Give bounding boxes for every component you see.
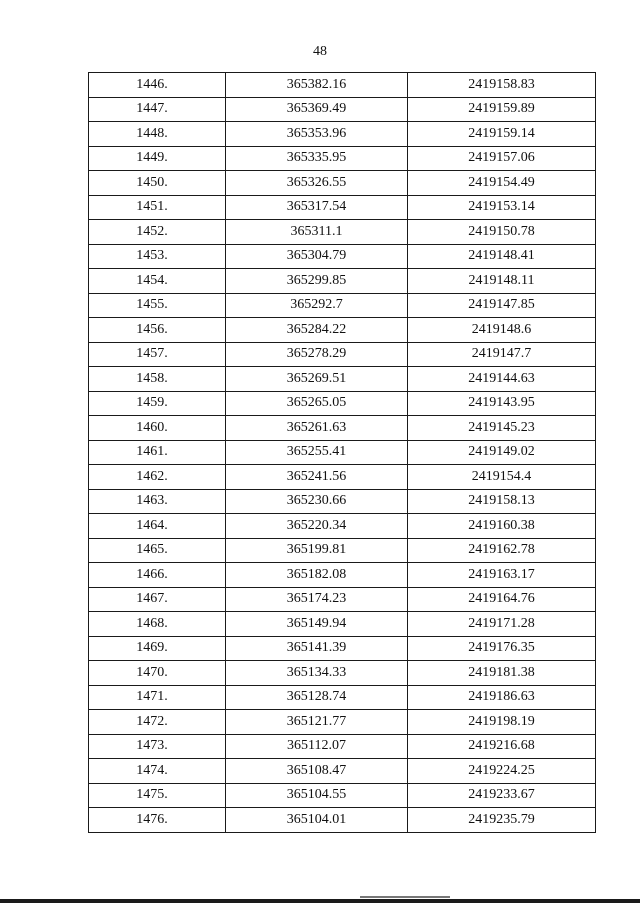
point-number-cell: 1474. <box>89 759 226 784</box>
x-coordinate-cell: 365326.55 <box>226 171 408 196</box>
y-coordinate-cell: 2419159.89 <box>408 97 596 122</box>
x-coordinate-cell: 365353.96 <box>226 122 408 147</box>
table-row <box>89 73 596 98</box>
x-coordinate-cell: 365255.41 <box>226 440 408 465</box>
point-number-cell: 1447. <box>89 97 226 122</box>
y-coordinate-cell: 2419148.41 <box>408 244 596 269</box>
x-coordinate-cell: 365128.74 <box>226 685 408 710</box>
point-number-cell: 1472. <box>89 710 226 735</box>
x-coordinate-cell: 365269.51 <box>226 367 408 392</box>
x-coordinate-cell: 365278.29 <box>226 342 408 367</box>
table-row <box>89 563 596 588</box>
table-row <box>89 612 596 637</box>
x-coordinate-cell: 365230.66 <box>226 489 408 514</box>
point-number-cell: 1470. <box>89 661 226 686</box>
x-coordinate-cell: 365174.23 <box>226 587 408 612</box>
point-number-cell: 1458. <box>89 367 226 392</box>
point-number-cell: 1475. <box>89 783 226 808</box>
page-number: 48 <box>313 44 327 59</box>
x-coordinate-cell: 365369.49 <box>226 97 408 122</box>
table-row <box>89 220 596 245</box>
x-coordinate-cell: 365141.39 <box>226 636 408 661</box>
table-row <box>89 244 596 269</box>
y-coordinate-cell: 2419176.35 <box>408 636 596 661</box>
x-coordinate-cell: 365317.54 <box>226 195 408 220</box>
x-coordinate-cell: 365284.22 <box>226 318 408 343</box>
table-row <box>89 171 596 196</box>
y-coordinate-cell: 2419154.4 <box>408 465 596 490</box>
y-coordinate-cell: 2419154.49 <box>408 171 596 196</box>
x-coordinate-cell: 365304.79 <box>226 244 408 269</box>
point-number-cell: 1469. <box>89 636 226 661</box>
y-coordinate-cell: 2419149.02 <box>408 440 596 465</box>
y-coordinate-cell: 2419233.67 <box>408 783 596 808</box>
y-coordinate-cell: 2419160.38 <box>408 514 596 539</box>
table-row <box>89 783 596 808</box>
x-coordinate-cell: 365121.77 <box>226 710 408 735</box>
x-coordinate-cell: 365220.34 <box>226 514 408 539</box>
y-coordinate-cell: 2419147.85 <box>408 293 596 318</box>
y-coordinate-cell: 2419150.78 <box>408 220 596 245</box>
y-coordinate-cell: 2419186.63 <box>408 685 596 710</box>
x-coordinate-cell: 365199.81 <box>226 538 408 563</box>
point-number-cell: 1464. <box>89 514 226 539</box>
y-coordinate-cell: 2419164.76 <box>408 587 596 612</box>
point-number-cell: 1467. <box>89 587 226 612</box>
point-number-cell: 1457. <box>89 342 226 367</box>
point-number-cell: 1455. <box>89 293 226 318</box>
x-coordinate-cell: 365311.1 <box>226 220 408 245</box>
table-row <box>89 416 596 441</box>
x-coordinate-cell: 365299.85 <box>226 269 408 294</box>
x-coordinate-cell: 365104.55 <box>226 783 408 808</box>
y-coordinate-cell: 2419158.83 <box>408 73 596 98</box>
y-coordinate-cell: 2419144.63 <box>408 367 596 392</box>
y-coordinate-cell: 2419162.78 <box>408 538 596 563</box>
table-row <box>89 734 596 759</box>
table-row <box>89 514 596 539</box>
point-number-cell: 1462. <box>89 465 226 490</box>
y-coordinate-cell: 2419148.11 <box>408 269 596 294</box>
table-row <box>89 122 596 147</box>
x-coordinate-cell: 365182.08 <box>226 563 408 588</box>
point-number-cell: 1446. <box>89 73 226 98</box>
x-coordinate-cell: 365335.95 <box>226 146 408 171</box>
table-row <box>89 489 596 514</box>
table-row <box>89 587 596 612</box>
table-row <box>89 97 596 122</box>
point-number-cell: 1463. <box>89 489 226 514</box>
y-coordinate-cell: 2419235.79 <box>408 808 596 833</box>
table-row <box>89 391 596 416</box>
point-number-cell: 1451. <box>89 195 226 220</box>
y-coordinate-cell: 2419171.28 <box>408 612 596 637</box>
point-number-cell: 1471. <box>89 685 226 710</box>
y-coordinate-cell: 2419157.06 <box>408 146 596 171</box>
table-row <box>89 710 596 735</box>
table-row <box>89 759 596 784</box>
coordinate-table <box>88 72 596 833</box>
scan-edge-mark <box>360 896 450 898</box>
point-number-cell: 1468. <box>89 612 226 637</box>
y-coordinate-cell: 2419158.13 <box>408 489 596 514</box>
point-number-cell: 1452. <box>89 220 226 245</box>
x-coordinate-cell: 365382.16 <box>226 73 408 98</box>
coordinate-table-body <box>89 73 596 833</box>
table-row <box>89 465 596 490</box>
table-row <box>89 269 596 294</box>
point-number-cell: 1449. <box>89 146 226 171</box>
point-number-cell: 1466. <box>89 563 226 588</box>
table-row <box>89 195 596 220</box>
y-coordinate-cell: 2419198.19 <box>408 710 596 735</box>
x-coordinate-cell: 365265.05 <box>226 391 408 416</box>
point-number-cell: 1450. <box>89 171 226 196</box>
x-coordinate-cell: 365108.47 <box>226 759 408 784</box>
table-row <box>89 367 596 392</box>
table-row <box>89 538 596 563</box>
x-coordinate-cell: 365261.63 <box>226 416 408 441</box>
y-coordinate-cell: 2419159.14 <box>408 122 596 147</box>
x-coordinate-cell: 365241.56 <box>226 465 408 490</box>
point-number-cell: 1476. <box>89 808 226 833</box>
y-coordinate-cell: 2419224.25 <box>408 759 596 784</box>
x-coordinate-cell: 365104.01 <box>226 808 408 833</box>
table-row <box>89 636 596 661</box>
point-number-cell: 1448. <box>89 122 226 147</box>
point-number-cell: 1459. <box>89 391 226 416</box>
point-number-cell: 1453. <box>89 244 226 269</box>
x-coordinate-cell: 365134.33 <box>226 661 408 686</box>
point-number-cell: 1473. <box>89 734 226 759</box>
table-row <box>89 440 596 465</box>
scan-bottom-edge <box>0 899 640 903</box>
table-row <box>89 685 596 710</box>
table-row <box>89 146 596 171</box>
y-coordinate-cell: 2419145.23 <box>408 416 596 441</box>
x-coordinate-cell: 365149.94 <box>226 612 408 637</box>
point-number-cell: 1460. <box>89 416 226 441</box>
table-row <box>89 342 596 367</box>
x-coordinate-cell: 365112.07 <box>226 734 408 759</box>
y-coordinate-cell: 2419143.95 <box>408 391 596 416</box>
y-coordinate-cell: 2419148.6 <box>408 318 596 343</box>
y-coordinate-cell: 2419147.7 <box>408 342 596 367</box>
table-row <box>89 293 596 318</box>
y-coordinate-cell: 2419181.38 <box>408 661 596 686</box>
y-coordinate-cell: 2419216.68 <box>408 734 596 759</box>
point-number-cell: 1456. <box>89 318 226 343</box>
y-coordinate-cell: 2419163.17 <box>408 563 596 588</box>
x-coordinate-cell: 365292.7 <box>226 293 408 318</box>
point-number-cell: 1465. <box>89 538 226 563</box>
table-row <box>89 661 596 686</box>
point-number-cell: 1461. <box>89 440 226 465</box>
point-number-cell: 1454. <box>89 269 226 294</box>
table-row <box>89 318 596 343</box>
table-row <box>89 808 596 833</box>
y-coordinate-cell: 2419153.14 <box>408 195 596 220</box>
